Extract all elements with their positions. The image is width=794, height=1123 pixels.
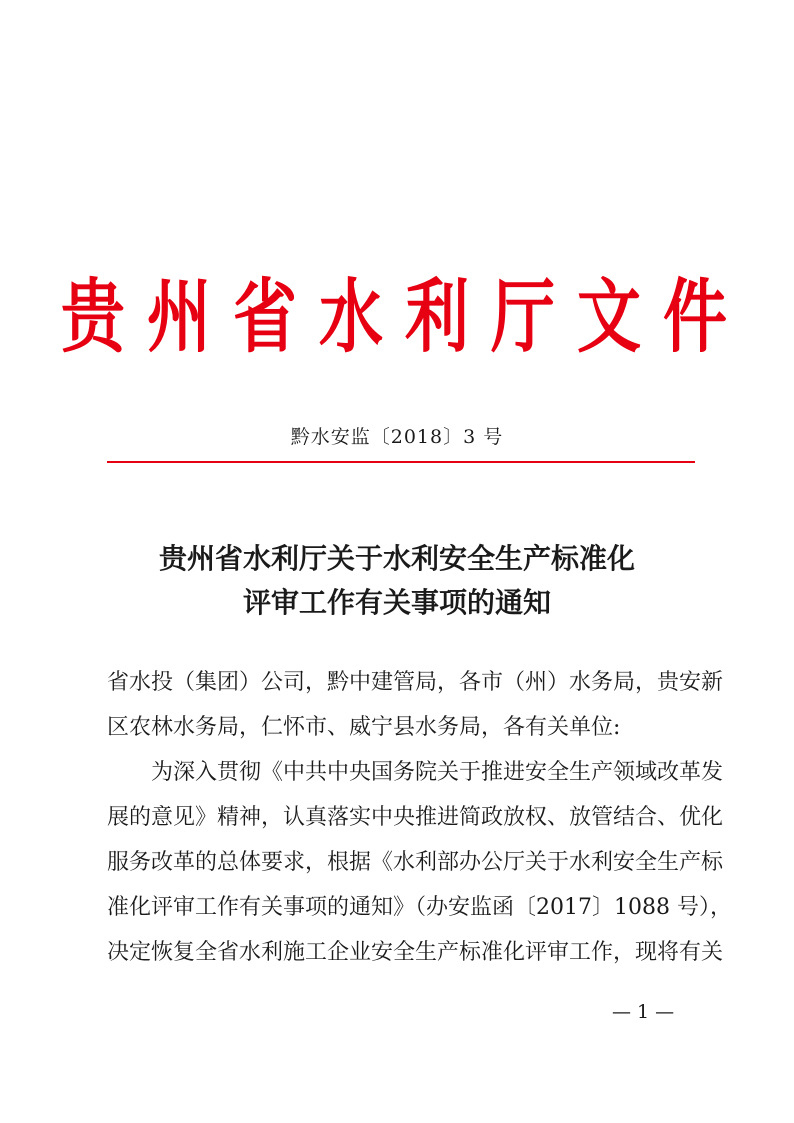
notice-title-line-2: 评审工作有关事项的通知 [242, 586, 551, 619]
document-number: 黔水安监〔2018〕3 号 [290, 426, 504, 448]
paragraph-1-line-5: 决定恢复全省水利施工企业安全生产标准化评审工作，现将有关 [107, 940, 724, 965]
issuer-header-title: 贵州省水利厅文件 [61, 270, 749, 365]
addressee-line-2: 区农林水务局，仁怀市、威宁县水务局，各有关单位: [107, 715, 621, 740]
paragraph-1-line-2: 展的意见》精神，认真落实中央推进简政放权、放管结合、优化 [107, 805, 724, 830]
red-separator-line [107, 461, 695, 463]
page-number: — 1 — [612, 1001, 675, 1023]
addressee-line-1: 省水投（集团）公司，黔中建管局，各市（州）水务局，贵安新 [107, 670, 724, 695]
notice-body [107, 660, 732, 975]
paragraph-1-line-4: 准化评审工作有关事项的通知》（办安监函〔2017〕1088 号）， [107, 895, 732, 920]
paragraph-1-line-1: 为深入贯彻《中共中央国务院关于推进安全生产领域改革发 [151, 760, 724, 785]
notice-title [0, 537, 794, 625]
paragraph-1-line-3: 服务改革的总体要求，根据《水利部办公厅关于水利安全生产标 [107, 850, 724, 875]
notice-title-line-1: 贵州省水利厅关于水利安全生产标准化 [158, 542, 635, 575]
